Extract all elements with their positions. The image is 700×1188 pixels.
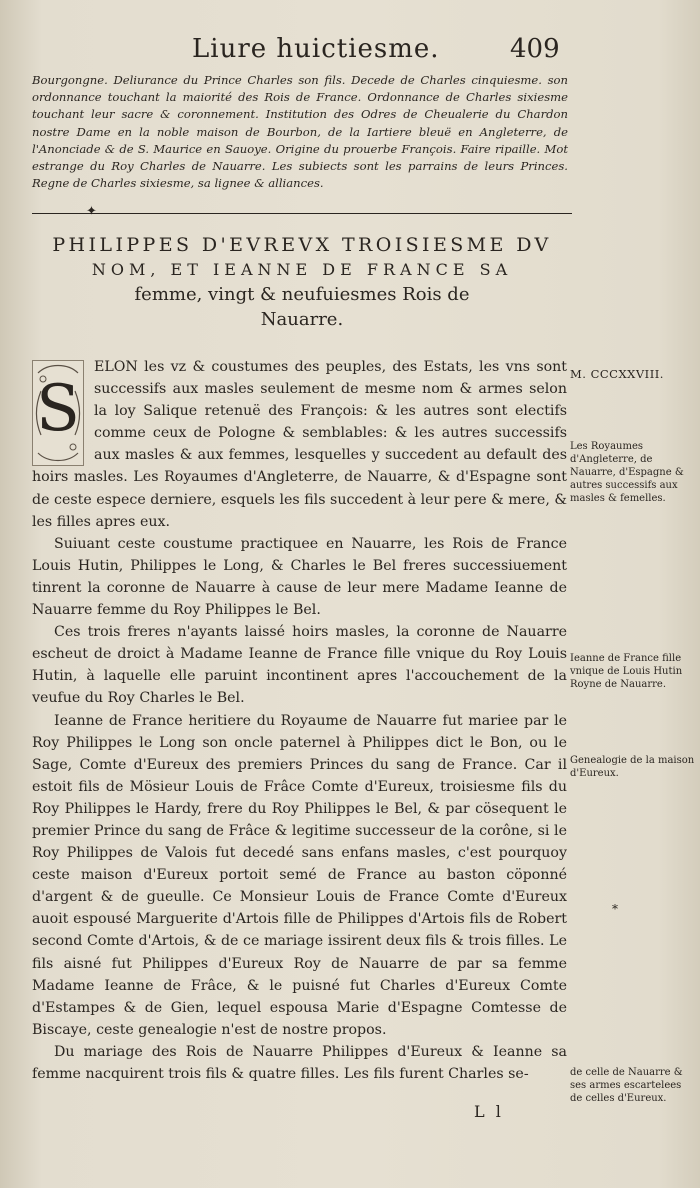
title-line-1: PHILIPPES D'EVREVX TROISIESME DV	[52, 234, 552, 256]
title-line-3: femme, vingt & neufuiesmes Rois de	[134, 284, 470, 305]
chapter-title	[32, 232, 572, 332]
running-head: Liure huictiesme.	[192, 34, 440, 64]
margin-note-genealogie: Genealogie de la maison d'Eureux.	[570, 755, 695, 779]
chapter-summary-text: Bourgongne. Deliurance du Prince Charles son fils. Decede de Charles cinquiesme. son ordonnance touchant la maiorité des Rois de France. Ordonnance de Charles sixiesme touchant leur sacre & coronnement. Institution des Odres de Cheualerie du Chardon nostre Dame en la noble maison de Bourbon, de la Iartiere bleuë en Angleterre, de l'Anonciade & de S. Maurice en Sauoye. Origine du prouerbe François. Faire ripaille. Mot estrange du Roy Charles de Nauarre. Les subiects sont les parrains de leurs Princes. Regne de Charles sixiesme, sa lignee & alliances.	[32, 73, 568, 191]
dropcap-letter: S	[36, 372, 80, 446]
signature-mark: L l	[474, 1102, 504, 1121]
paragraph-2: Suiuant ceste coustume practiquee en Nauarre, les Rois de France Louis Hutin, Philippes le Long, & Charles le Bel freres successiuement tinrent la coronne de Nauarre à cause de leur mere Madame Ieanne de Nauarre femme du Roy Philippes le Bel.	[32, 535, 567, 619]
title-line-4: Nauarre.	[260, 309, 344, 330]
paragraph-1	[32, 356, 567, 533]
margin-note-year: M. CCCXXVIII.	[570, 367, 664, 381]
paragraph-1-text: ELON les vz & coustumes des peuples, des Estats, les vns sont successifs aux masles seulement de mesme nom & armes selon la loy Salique retenuë des François: & les autres sont electifs comme ceux de Pologne & semblables: & les autres successifs aux masles & aux femmes, lesquelles y succedent au default des hoirs masles. Les Royaumes d'Angleterre, de Nauarre, & d'Espagne sont de ceste espece derniere, esquels les fils succedent à leur pere & mere, & les filles apres eux.	[32, 359, 567, 530]
title-line-2: NOM, ET IEANNE DE FRANCE SA	[91, 260, 513, 279]
paragraph-3: Ces trois freres n'ayants laissé hoirs masles, la coronne de Nauarre escheut de droict à Madame Ieanne de France fille vnique du Roy Louis Hutin, à laquelle elle paruint incontinent apres l'accouchement de la veufue du Roy Charles le Bel.	[32, 624, 567, 707]
margin-note-ieanne: Ieanne de France fille vnique de Louis Hutin Royne de Nauarre.	[570, 653, 683, 690]
paragraph-4: Ieanne de France heritiere du Royaume de Nauarre fut mariee par le Roy Philippes le Long son oncle paternel à Philippes dict le Bon, ou le Sage, Comte d'Eureux des premiers Princes du sang de France. Car il estoit fils de Mösieur Louis de Frâce Comte d'Eureux, troisiesme fils du Roy Philippes le Hardy, frere du Roy Philippes le Bel, & par cösequent le premier Prince du sang de Frâce & legitime successeur de la corône, si le Roy Philippes de Valois fut decedé sans enfans masles, c'est pourquoy ceste maison d'Eureux portoit semé de France au baston cöponné d'argent & de gueulle. Ce Monsieur Louis de France Comte d'Eureux auoit espousé Marguerite d'Artois fille de Philippes d'Artois fils de Robert second Comte d'Artois, & de ce mariage issirent deux fils & trois filles. Le fils aisné fut Philippes d'Eureux Roy de Nauarre de par sa femme Madame Ieanne de Frâce, & le puisné fut Charles d'Eureux Comte d'Estampes & de Gien, lequel espousa Marie d'Espagne Comtesse de Biscaye, ceste genealogie n'est de nostre propos.	[32, 712, 567, 1038]
paragraph-5: Du mariage des Rois de Nauarre Philippes d'Eureux & Ieanne sa femme nacquirent trois fils & quatre filles. Les fils furent Charles se-	[32, 1043, 567, 1082]
rule-ornament-icon: ✦	[86, 204, 97, 219]
main-text	[32, 356, 567, 1085]
page-number: 409	[510, 34, 560, 64]
margin-note-armes: de celle de Nauarre & ses armes escartelees de celles d'Eureux.	[570, 1067, 683, 1104]
chapter-summary	[32, 72, 568, 192]
section-rule	[32, 213, 572, 214]
page-header	[0, 30, 700, 72]
margin-note-kingdoms: Les Royaumes d'Angleterre, de Nauarre, d'Espagne & autres successifs aux masles & femelles.	[570, 441, 684, 504]
margin-ornament: *	[612, 902, 618, 916]
dropcap-ornament	[32, 360, 84, 466]
